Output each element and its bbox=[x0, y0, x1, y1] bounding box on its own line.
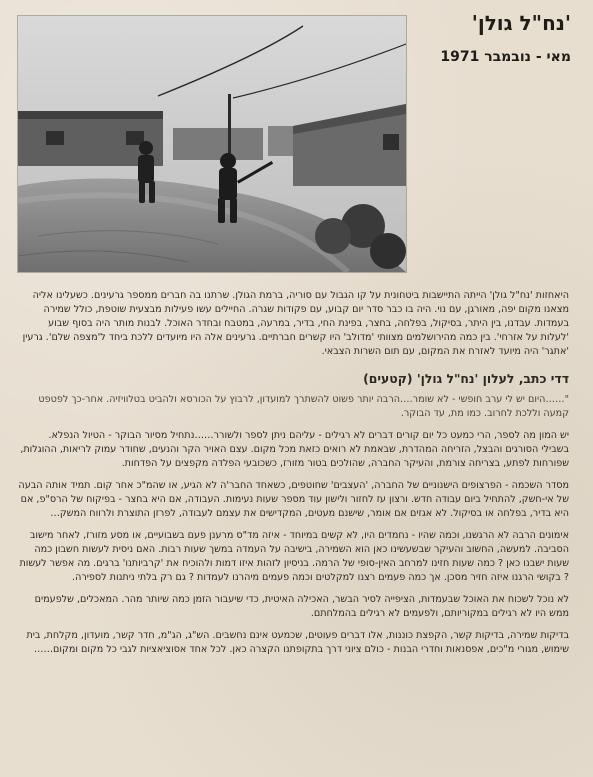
quote-paragraph: "……היום יש לי ערב חופשי - לא שומר….הרבה יותר פשוט להשתרך למועדון, לרבוץ על הכורסא ולהביט בטלוויזיה. אחר-כך לפטפט קמעה וללכת לחרוב. כמו מת, עד הבוקר. bbox=[38, 394, 569, 419]
spacer-small bbox=[18, 471, 569, 479]
photo-illustration bbox=[18, 16, 406, 272]
date-range: מאי - נובמבר 1971 bbox=[440, 49, 571, 65]
historic-photo bbox=[18, 16, 406, 272]
body-paragraph-4: אימונים הרבה לא הרגשנו, וכמה שהיו - נחמדים היו, לא קשים במיוחד - איזה מד"ס מרענן פעם בשבועיים, או מסע מזורז, לאחר מישוב הסביבה. למעשה, החשוב והעיקר שבשעשינו כאן הוא השמירה, בישיבה על העמדה במשך שעות רבות. האם ניסית לעשות חשבון כמה שעות ישבנו כאן ? כמה שעות חזינו למרחב האין-סופי של הרמה. בניסיון לזהות איזו דמות ולהוכיח את 'קרביותנו' ברגים. מה אפשר לעשות ? בקושי הרגנו איזה חזיר מסכן. אך כמה פעמים רצנו למקלטים וכמה פעמים מיהרנו לעמדות ? גם רק בלתי ניתנות לספירה. bbox=[19, 530, 569, 583]
spacer-small bbox=[18, 421, 569, 429]
spacer-small bbox=[18, 585, 569, 593]
spacer-small bbox=[18, 621, 569, 629]
body-paragraph-6: בדיקות שמירה, בדיקות קשר, הקפצת כוננות, אלו דברים פעוטים, שכמעט אינם נחשבים. הש"ג, הג"מ, חדר קשר, מועדון, מקלחת, בית שימוש, מגורי מ"כים, אפסנאות וחדרי הבנות - כולם ציוני דרך בתקופתנו הקצרה כאן. לכל אחד אסוציאציות לגבי כל מקום ומקום…… bbox=[26, 630, 569, 655]
intro-paragraph: היאחזות 'נח"ל גולן' הייתה התיישבות ביטחונית על קו הגבול עם סוריה, ברמת הגולן. שרתנו בה חברים ממספר גרעינים. כשעלינו אליה מצאנו מקום יפה, מאורגן, עם נוי. היה בו כבר סדר יום קבוע, עם פקודות שגרה. החיילים עשו פעילות מבצעית שוטפת, כולל שמירה בעמדות. עבדנו, בין היתר, בסיקול, בפלחה, בחצר, בפינת החי, בדיר, במרעה, במטבח ובחדר האוכל. לבנות מותר היה בסוף שבוע 'לעלות על אזרחי'. בין כמה מהירושלמים מצוותי 'מדולב' היו קשרים חברתיים. גרעינים אלה היו מיועדים ללכת ביחד ל'מצפה שלם'. גרעין 'אתגר' היה מיועד לאזרח את המקום, עם תום השרות הצבאי. bbox=[22, 290, 569, 357]
header bbox=[406, 10, 571, 66]
body-paragraph-5: לא נוכל לשכוח את האוכל שבעמדות, הציפייה לסיר הבשר, האכילה האיטית, כדי שיעבור הזמן כמה שיותר מהר. המאכלים, שלפעמים ממש היו לא רגילים במקוריותם, ולפעמים לא רגילים בהמלחתם. bbox=[34, 594, 569, 619]
body-paragraph-3: מסדר השכמה - הפרצופים הישנוניים של החברה, 'העצבים' שחוטפים, כשאחד החבר'ה לא הגיע, או שהמ"כ אחר קום. תמיד אותה הבעה של אי-חשק, להתחיל ביום עבודה חדש. ורצון עז לחזור ולישון עוד מספר שעות נעימות. העבודה, אם היא בחצר - בפיקוח של הרס"פ, אם היא בדיר, בפלחה או בסיקול. לא אגזים אם אומר, שישנם מעטים, המקדישים את עצמם לעבודה, לפרזן התוצרת ולרווח המשק… bbox=[18, 480, 569, 519]
body-paragraph-2: יש המון מה לספר, הרי כמעט כל יום קורים דברים לא רגילים - עליהם ניתן לספר ולשורר……נתחיל מסיור הבוקר - הטיול הנפלא. בשבילי הסורגים והבצל, הזריחה המהדרת, שבאמת לא רואים כזאת מכל מקום. עצם האויר הקר והנעים, שחודר עמוק לריאות, ההוגלות, שפורחות לפתע, בצריחה צורמת, והעיקר החברה, שהולכים בטור מזורז, כשכובעי הפלדה מקפצים על הפדחות. bbox=[20, 430, 569, 469]
page-title: 'נח"ל גולן' bbox=[471, 11, 571, 35]
spacer-small bbox=[18, 521, 569, 529]
spacer bbox=[18, 359, 569, 371]
section-title: דדי כתב, לעלון 'נח"ל גולן' (קטעים) bbox=[363, 371, 569, 386]
article-body bbox=[18, 289, 569, 657]
